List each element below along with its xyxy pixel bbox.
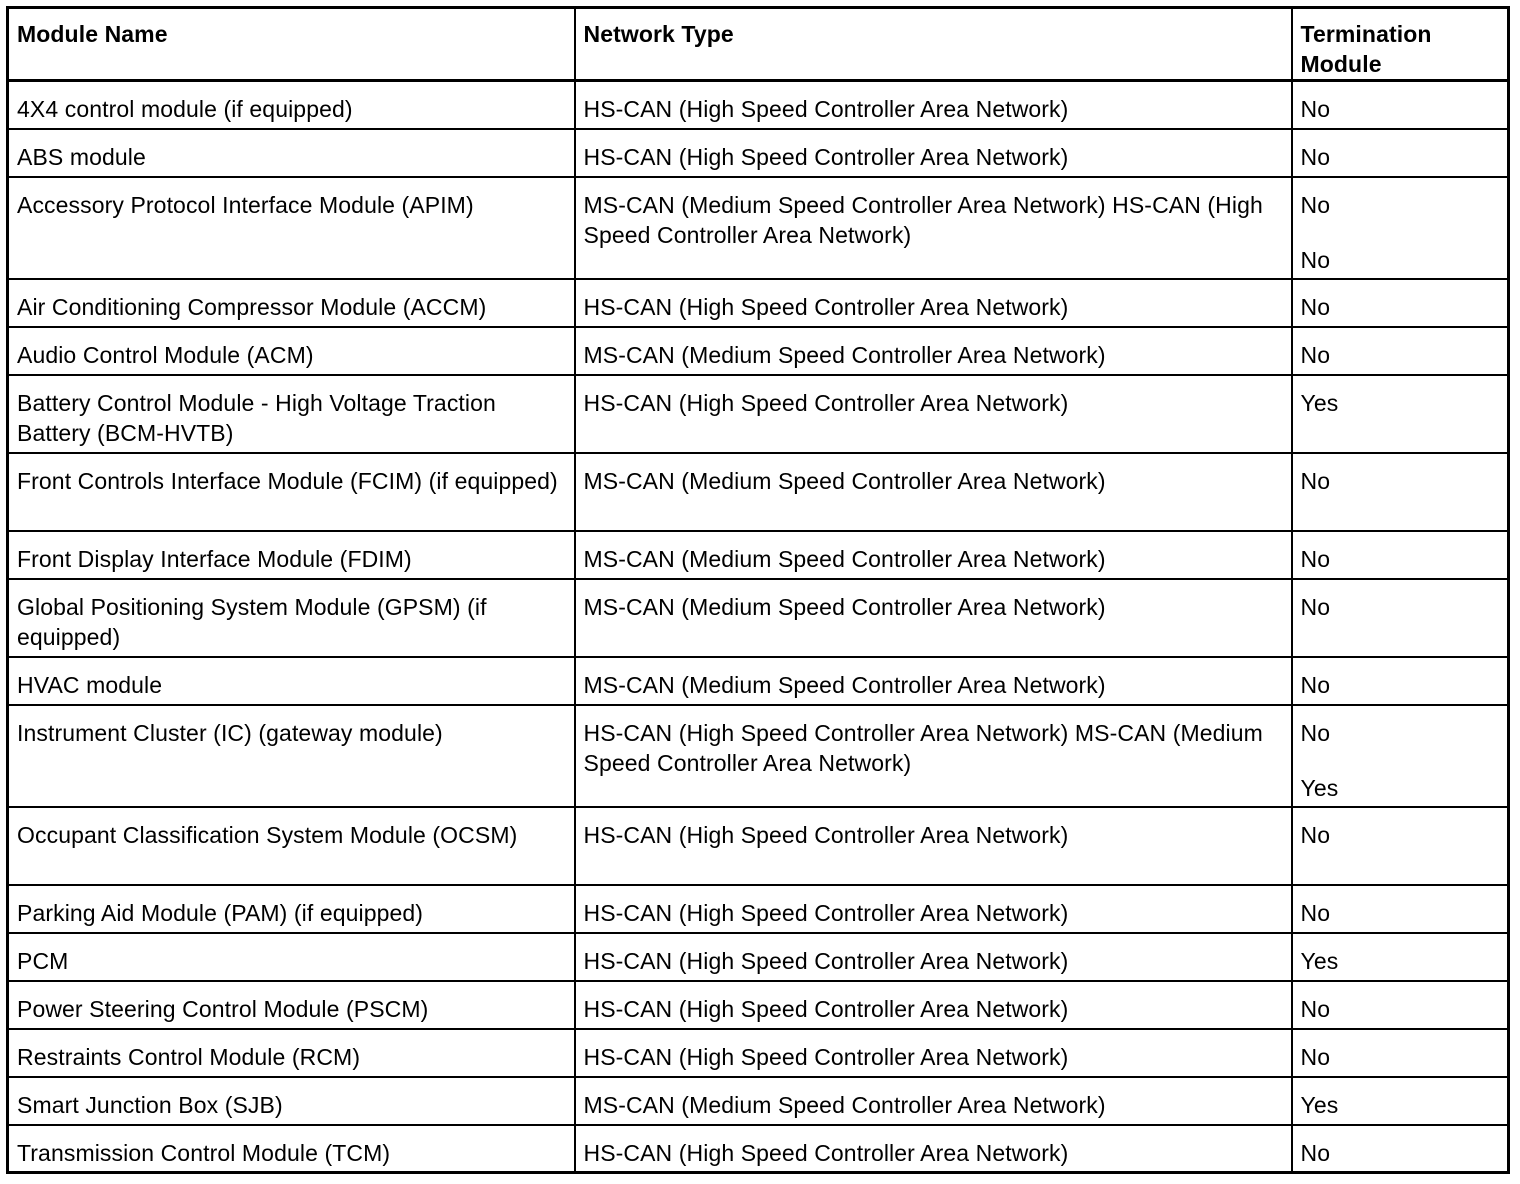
termination-value: Yes (1300, 774, 1339, 801)
termination-cell (1292, 1077, 1509, 1125)
network-type-cell: MS-CAN (Medium Speed Controller Area Network) (575, 327, 1292, 375)
header-termination-module (1292, 8, 1509, 81)
termination-cell (1292, 579, 1509, 657)
module-name-cell: Audio Control Module (ACM) (8, 327, 575, 375)
network-type-cell: MS-CAN (Medium Speed Controller Area Network) (575, 657, 1292, 705)
termination-cell (1292, 1125, 1509, 1173)
termination-value: No (1300, 1139, 1331, 1166)
module-network-table (6, 6, 1510, 1174)
network-type-cell: MS-CAN (Medium Speed Controller Area Network) (575, 453, 1292, 531)
table-row (8, 375, 1509, 453)
termination-cell (1292, 933, 1509, 981)
termination-value: No (1300, 719, 1331, 746)
termination-value: No (1300, 96, 1331, 122)
table-row (8, 1077, 1509, 1125)
termination-value: No (1300, 467, 1331, 494)
table-row (8, 657, 1509, 705)
table-row (8, 177, 1509, 279)
termination-cell (1292, 657, 1509, 705)
table-row (8, 129, 1509, 177)
table-row (8, 807, 1509, 885)
module-name-cell: PCM (8, 933, 575, 981)
network-type-cell: HS-CAN (High Speed Controller Area Network) (575, 279, 1292, 327)
table-row (8, 327, 1509, 375)
termination-value: No (1300, 671, 1331, 698)
header-termination-line1: Termination (1300, 21, 1432, 47)
network-type-cell: HS-CAN (High Speed Controller Area Network) (575, 885, 1292, 933)
table-row (8, 981, 1509, 1029)
module-name-cell: ABS module (8, 129, 575, 177)
table-row (8, 933, 1509, 981)
table-row (8, 579, 1509, 657)
termination-cell (1292, 453, 1509, 531)
module-name-cell: Accessory Protocol Interface Module (APIM) (8, 177, 575, 279)
termination-value: Yes (1300, 389, 1339, 416)
network-type-cell: HS-CAN (High Speed Controller Area Network) (575, 981, 1292, 1029)
termination-cell (1292, 279, 1509, 327)
network-type-cell: HS-CAN (High Speed Controller Area Network) (575, 129, 1292, 177)
network-type-cell: HS-CAN (High Speed Controller Area Network) (575, 375, 1292, 453)
network-type-cell: MS-CAN (Medium Speed Controller Area Network) HS-CAN (High Speed Controller Area Network) (575, 177, 1292, 279)
module-name-cell: Front Display Interface Module (FDIM) (8, 531, 575, 579)
module-name-cell: HVAC module (8, 657, 575, 705)
table-row (8, 453, 1509, 531)
table-row (8, 705, 1509, 807)
table-row (8, 1029, 1509, 1077)
header-row (8, 8, 1509, 81)
module-name-cell: Front Controls Interface Module (FCIM) (if equipped) (8, 453, 575, 531)
module-name-cell: Parking Aid Module (PAM) (if equipped) (8, 885, 575, 933)
termination-value: No (1300, 593, 1331, 620)
network-type-cell: HS-CAN (High Speed Controller Area Network) (575, 933, 1292, 981)
network-type-cell: MS-CAN (Medium Speed Controller Area Network) (575, 579, 1292, 657)
termination-value: Yes (1300, 947, 1339, 974)
termination-value: No (1300, 246, 1331, 273)
termination-cell (1292, 1029, 1509, 1077)
module-name-cell: Air Conditioning Compressor Module (ACCM) (8, 279, 575, 327)
termination-value: No (1300, 821, 1331, 848)
termination-cell (1292, 327, 1509, 375)
termination-cell (1292, 177, 1509, 279)
termination-cell (1292, 81, 1509, 129)
module-name-cell: Instrument Cluster (IC) (gateway module) (8, 705, 575, 807)
table-row (8, 885, 1509, 933)
termination-value: No (1300, 143, 1331, 170)
header-termination-line2: Module (1300, 51, 1382, 77)
termination-value: No (1300, 341, 1331, 368)
module-name-cell: Smart Junction Box (SJB) (8, 1077, 575, 1125)
termination-value: No (1300, 995, 1331, 1022)
termination-cell (1292, 981, 1509, 1029)
termination-value: Yes (1300, 1091, 1339, 1118)
header-module-name: Module Name (8, 8, 575, 81)
termination-value: No (1300, 293, 1331, 320)
table-row (8, 81, 1509, 129)
termination-cell (1292, 705, 1509, 807)
termination-value: No (1300, 545, 1331, 572)
termination-cell (1292, 807, 1509, 885)
module-name-cell: Power Steering Control Module (PSCM) (8, 981, 575, 1029)
header-network-type: Network Type (575, 8, 1292, 81)
network-type-cell: HS-CAN (High Speed Controller Area Network) MS-CAN (Medium Speed Controller Area Network) (575, 705, 1292, 807)
module-name-cell: Battery Control Module - High Voltage Traction Battery (BCM-HVTB) (8, 375, 575, 453)
termination-cell (1292, 129, 1509, 177)
termination-cell (1292, 531, 1509, 579)
module-name-cell: Occupant Classification System Module (OCSM) (8, 807, 575, 885)
network-type-cell: HS-CAN (High Speed Controller Area Network) (575, 1125, 1292, 1173)
termination-cell (1292, 885, 1509, 933)
termination-cell (1292, 375, 1509, 453)
table-row (8, 531, 1509, 579)
table-row (8, 1125, 1509, 1173)
network-type-cell: HS-CAN (High Speed Controller Area Network) (575, 81, 1292, 129)
network-type-cell: MS-CAN (Medium Speed Controller Area Network) (575, 1077, 1292, 1125)
table-row (8, 279, 1509, 327)
module-name-cell: Transmission Control Module (TCM) (8, 1125, 575, 1173)
network-type-cell: HS-CAN (High Speed Controller Area Network) (575, 807, 1292, 885)
module-name-cell: Global Positioning System Module (GPSM) (if equipped) (8, 579, 575, 657)
termination-value: No (1300, 1043, 1331, 1070)
module-name-cell: Restraints Control Module (RCM) (8, 1029, 575, 1077)
module-name-cell: 4X4 control module (if equipped) (8, 81, 575, 129)
termination-value: No (1300, 899, 1331, 926)
network-type-cell: MS-CAN (Medium Speed Controller Area Network) (575, 531, 1292, 579)
termination-value: No (1300, 191, 1331, 218)
network-type-cell: HS-CAN (High Speed Controller Area Network) (575, 1029, 1292, 1077)
